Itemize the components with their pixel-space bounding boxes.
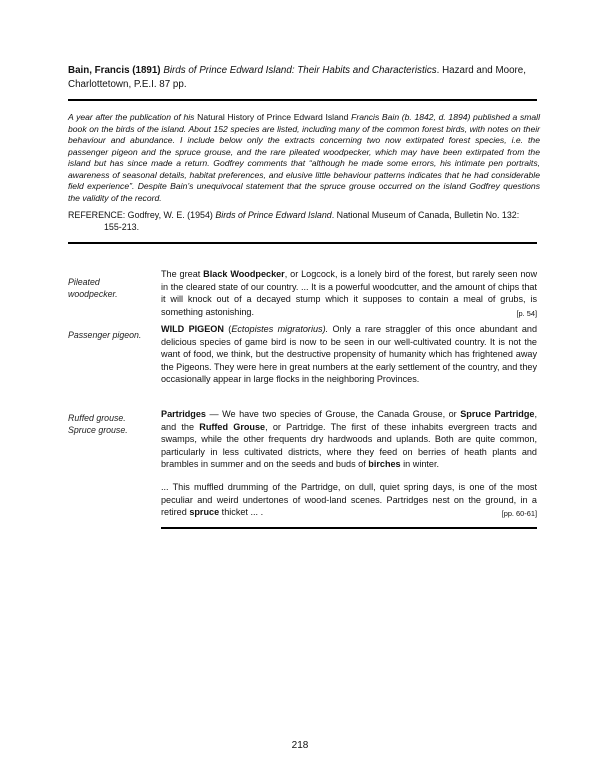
citation-author-year: Bain, Francis (1891) [68,65,161,76]
entry-text: in winter. [400,459,440,470]
entry-pileated-woodpecker [161,268,537,320]
entry-text: thicket ... . [219,507,264,518]
reference-pages: 155-213. [104,222,140,232]
side-label-grouse: Ruffed grouse. Spruce grouse. [68,413,128,435]
entry-grouse-continued [161,481,537,521]
entry-text: , or Partridge. The first of these inhabits evergreen tracts and swamps, while the other frequents dry hardwoods and uplands. Both are quite common, particularly in less cultivated districts, where they feed on berries of heath plants and brambles in summer and on the seeds and buds of [161,421,537,470]
side-label-pileated: Pileated woodpecker. [68,277,118,299]
entry-text: , or Logcock, is a lonely bird of the forest, but rarely seen now in the cleared state of our country. ... It is a powerful woodcutter, and the amount of chips that it will knock out of a decayed stump which it supposes to contain a meal of grubs, is something astonishing. [161,269,538,317]
divider-middle [68,242,537,244]
intro-text-2: Francis Bain (b. 1842, d. 1894) published a small book on the birds of the island. About 152 species are listed, including many of the common forest birds, with notes on their behaviour and abundance. I include below only the extracts concerning two now extirpated forest species, i.e. the passenger pigeon and the spruce grouse, and the rare pileated woodpecker, which may have been extirpated from the island but has since made a return. Godfrey comments that “although he made some errors, his intimate pen portraits, awareness of seasonal details, habitat preferences, and elusive little behaviour patterns indicates that he had considerable field experience”. Despite Bain’s unequivocal statement that the spruce grouse occurred on the island Godfrey questions the validity of the record. [68,112,540,203]
side-label-passenger-pigeon: Passenger pigeon. [68,330,142,340]
page-reference: [pp. 60-61] [501,509,537,519]
entry-text: ( [223,324,232,334]
reference [68,209,538,233]
entry-bold: Spruce Partridge [460,409,535,419]
intro-text-1: A year after the publication of his [68,112,198,122]
entry-bold: spruce [189,507,220,518]
entry-italic: Ectopistes migratorius). [231,324,329,334]
entry-text: The great [161,269,204,279]
entry-text: ... This muffled drumming of the Partridge, on dull, quiet spring days, is one of the most peculiar and weird undertones of wood-land scenes. Partridges nest on the ground, in a retired [161,482,537,518]
entry-bold: Partridges [161,409,206,419]
intro-paragraph [68,112,540,204]
entry-text: , and the [161,409,537,432]
citation-publisher: . Hazard and Moore, Charlottetown, P.E.I. 87 pp. [68,65,526,90]
intro-book-title: Natural History of Prince Edward Island [197,112,349,122]
entry-text: Only a rare straggler of this once abundant and delicious species of game bird is now to be seen in our well-cultivated country. It is not the want of food, we think, but the destructive propensity of humanity which has frightened away the Pigeons. They were here in great numbers at the early settlement of the country, and they occasionally appear in large flocks in the neighboring Provinces. [161,324,537,385]
citation-title: Birds of Prince Edward Island: Their Habits and Characteristics [163,65,437,76]
entry-bold: Black Woodpecker [203,269,285,279]
reference-text-1: REFERENCE: Godfrey, W. E. (1954) [68,210,216,220]
page-number: 218 [291,740,309,751]
reference-text-2: . National Museum of Canada, Bulletin No. 132: [331,210,520,220]
entry-text: — We have two species of Grouse, the Canada Grouse, or [205,409,461,419]
entry-bold: WILD PIGEON [161,324,224,334]
entry-bold: birches [368,459,401,470]
divider-top [68,99,537,101]
entry-bold: Ruffed Grouse [199,421,266,432]
page-reference: [p. 54] [516,308,537,318]
entry-grouse [161,408,537,471]
citation [68,64,538,92]
reference-title: Birds of Prince Edward Island [215,210,332,220]
divider-bottom [161,527,537,529]
entry-passenger-pigeon [161,323,537,386]
